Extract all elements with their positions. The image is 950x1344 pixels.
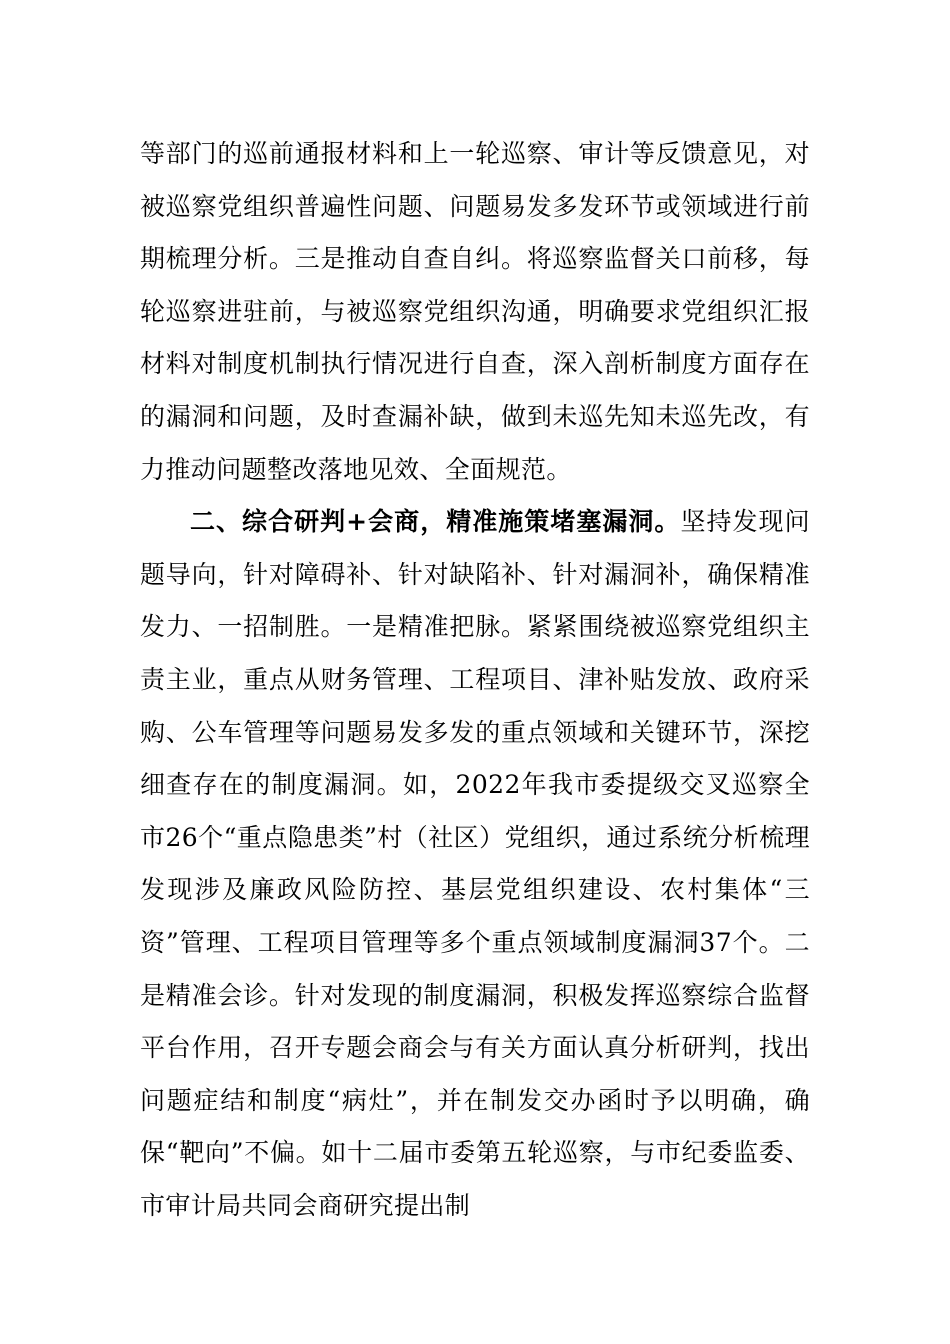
section-heading: 二、综合研判+会商，精准施策堵塞漏洞。 bbox=[190, 507, 681, 537]
paragraph-continued: 等部门的巡前通报材料和上一轮巡察、审计等反馈意见，对被巡察党组织普遍性问题、问题易发多发环节或领域进行前期梳理分析。三是推动自查自纠。将巡察监督关口前移，每轮巡察进驻前，与被巡察党组织沟通，明确要求党组织汇报材料对制度机制执行情况进行自查，深入剖析制度方面存在的漏洞和问题，及时查漏补缺，做到未巡先知未巡先改，有力推动问题整改落地见效、全面规范。 bbox=[140, 139, 810, 484]
document-body bbox=[140, 128, 810, 1232]
paragraph-section-two bbox=[140, 496, 810, 1232]
section-body-text: 坚持发现问题导向，针对障碍补、针对缺陷补、针对漏洞补，确保精准发力、一招制胜。一是精准把脉。紧紧围绕被巡察党组织主责主业，重点从财务管理、工程项目、津补贴发放、政府采购、公车管理等问题易发多发的重点领域和关键环节，深挖细查存在的制度漏洞。如，2022年我市委提级交叉巡察全市26个“重点隐患类”村（社区）党组织，通过系统分析梳理发现涉及廉政风险防控、基层党组织建设、农村集体“三资”管理、工程项目管理等多个重点领域制度漏洞37个。二是精准会诊。针对发现的制度漏洞，积极发挥巡察综合监督平台作用，召开专题会商会与有关方面认真分析研判，找出问题症结和制度“病灶”，并在制发交办函时予以明确，确保“靶向”不偏。如十二届市委第五轮巡察，与市纪委监委、市审计局共同会商研究提出制 bbox=[140, 507, 810, 1220]
